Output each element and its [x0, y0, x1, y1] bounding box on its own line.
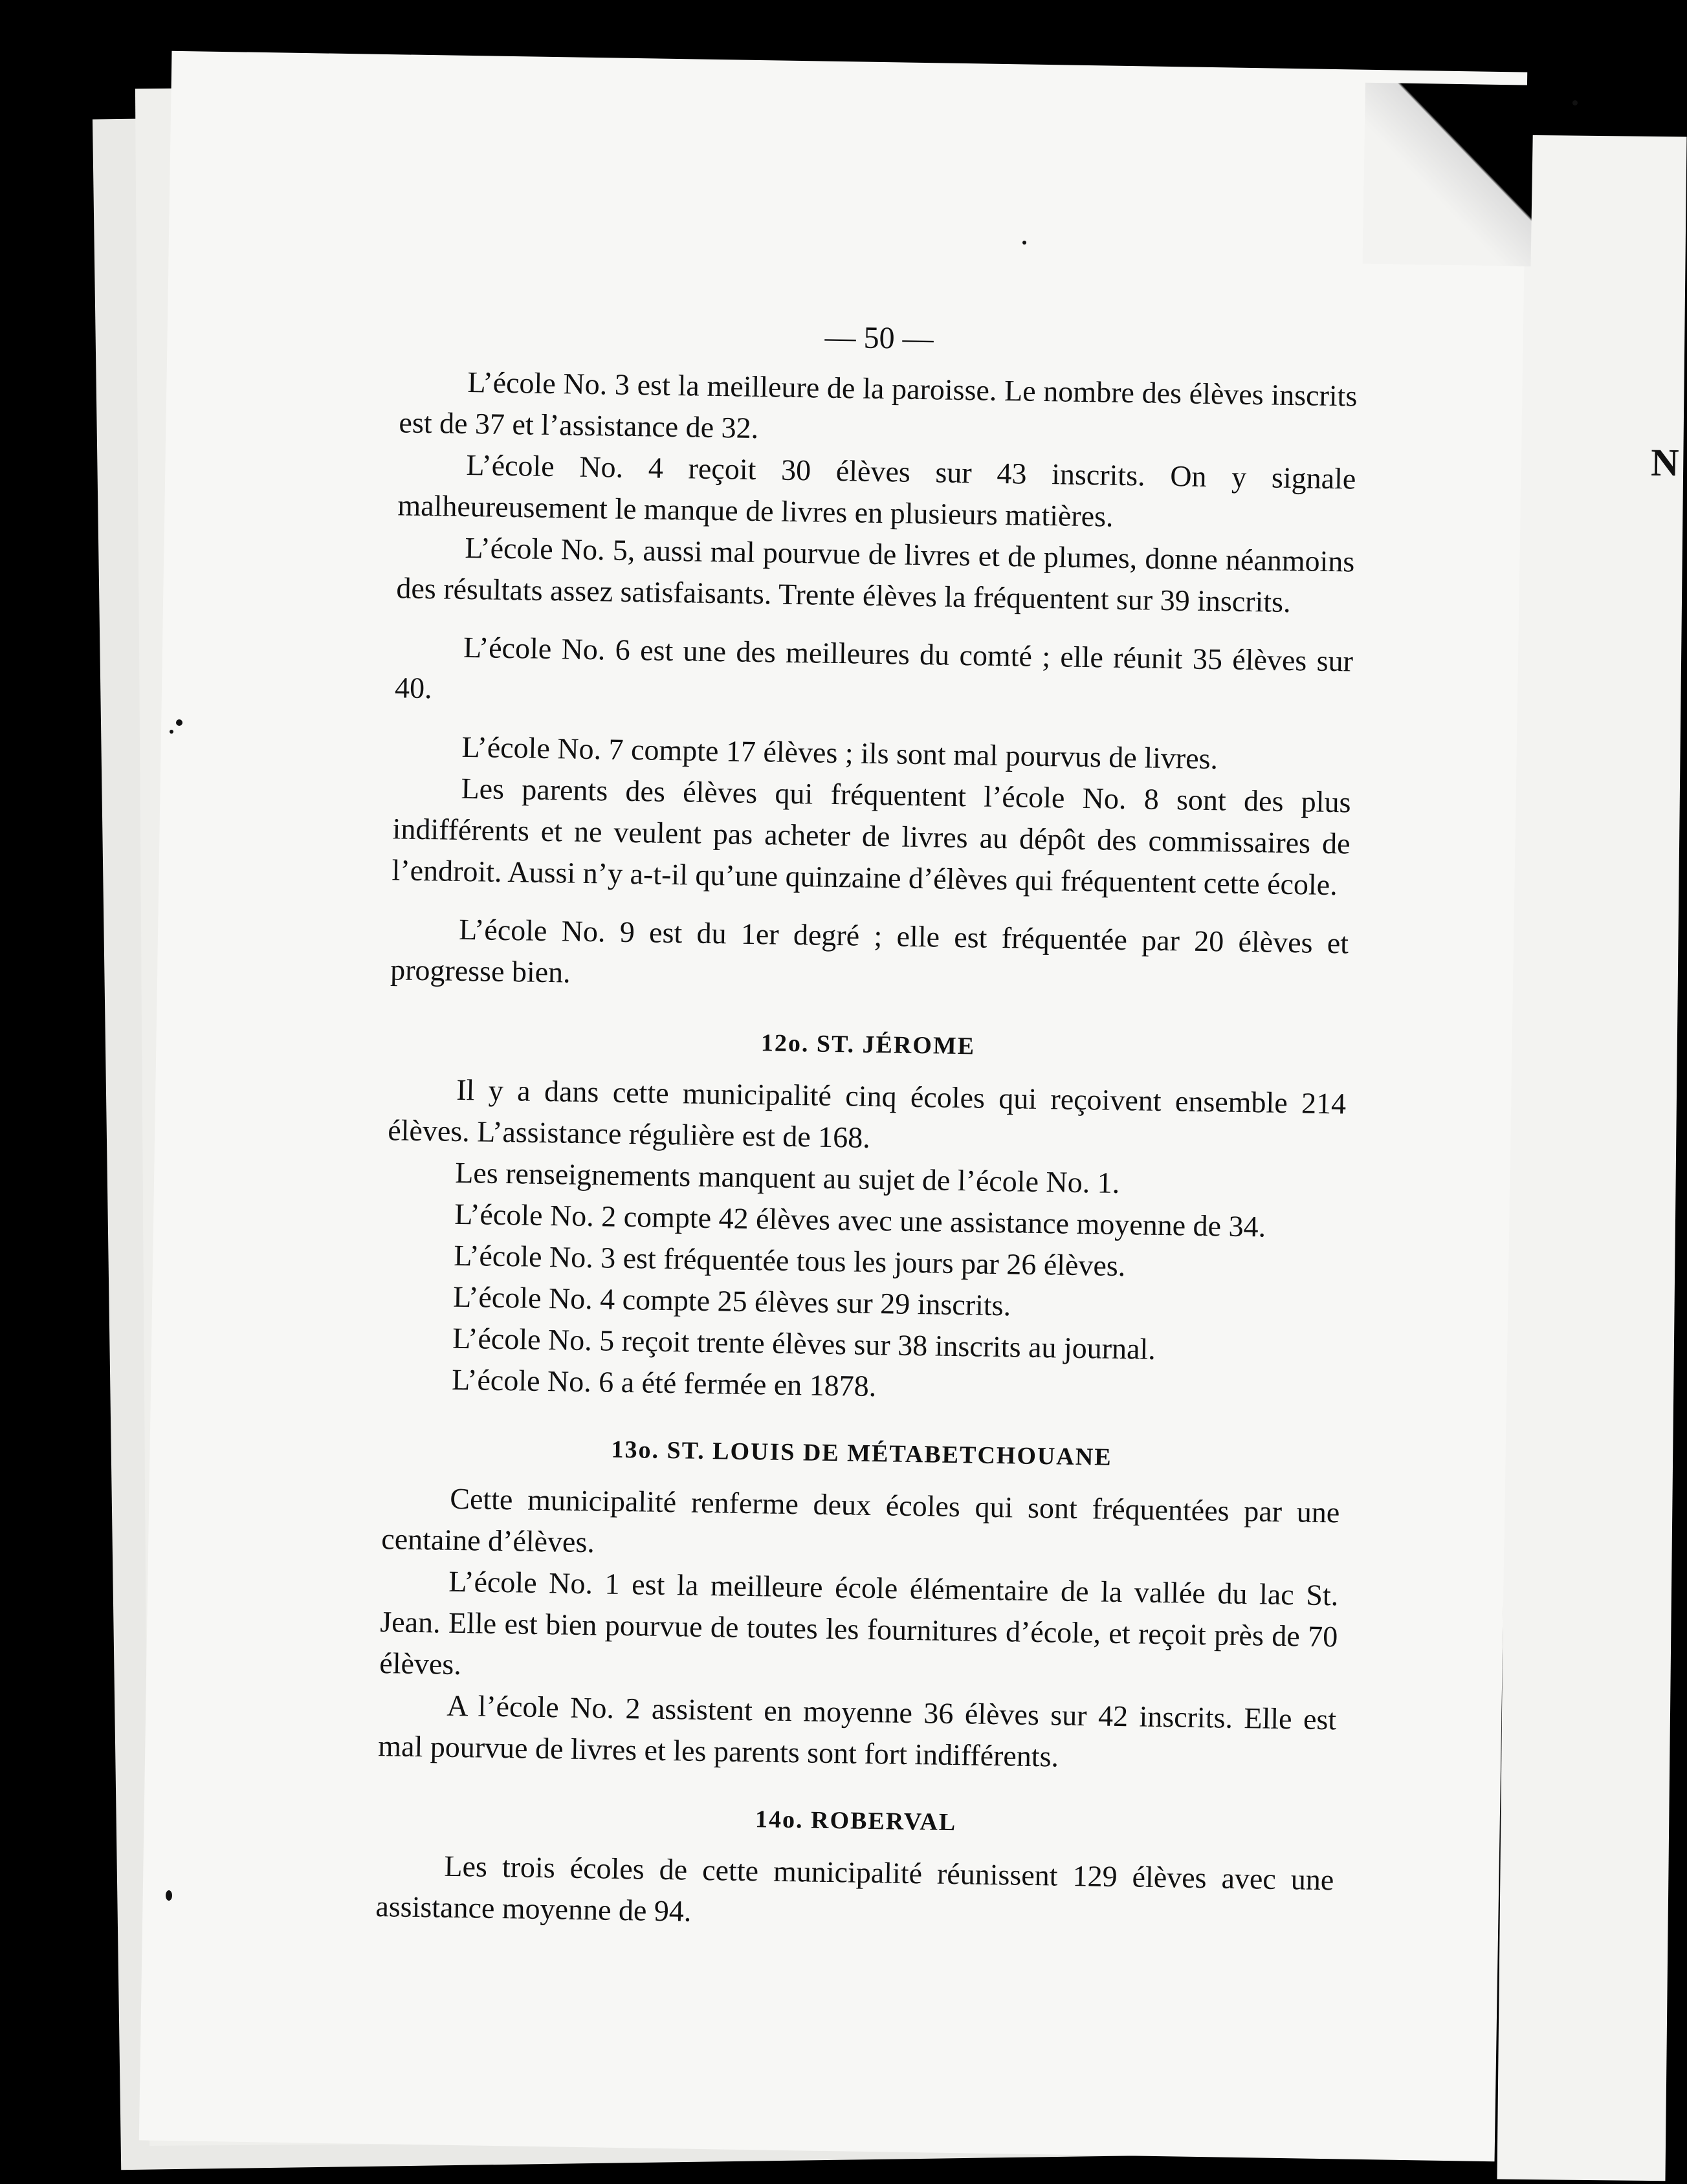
paragraph: Les trois écoles de cette municipalité réunissent 129 élèves avec une assistance moyenne de 94. — [375, 1849, 1334, 1928]
document-page — [139, 51, 1527, 2162]
paragraph: L’école No. 9 est du 1er degré ; elle est fréquentée par 20 élèves et progresse bien. — [390, 912, 1349, 989]
paragraph: Cette municipalité renferme deux écoles qui sont fréquentées par une centaine d’élèves. — [381, 1481, 1340, 1559]
page-content — [375, 310, 1358, 1942]
paragraph: A l’école No. 2 assistent en moyenne 36 élèves sur 42 inscrits. Elle est mal pourvue de livres et les parents sont fort indifférents. — [377, 1688, 1337, 1773]
paragraph: L’école No. 4 reçoit 30 élèves sur 43 inscrits. On y signale malheureusement le manque de livres en plusieurs matières. — [397, 448, 1356, 533]
page-number: — 50 — — [824, 320, 934, 356]
adjacent-page — [1497, 135, 1686, 2181]
adjacent-page-char: N — [1650, 441, 1679, 485]
paragraph: Il y a dans cette municipalité cinq écoles qui reçoivent ensemble 214 élèves. L’assistance régulière est de 168. — [387, 1073, 1347, 1154]
section-heading: 14o. ROBERVAL — [755, 1806, 957, 1837]
paragraph: L’école No. 1 est la meilleure école élémentaire de la vallée du lac St. Jean. Elle est bien pourvue de toutes les fournitures d’école, et reçoit près de 70 élèves. — [379, 1564, 1339, 1681]
page-fold — [1363, 83, 1534, 267]
paragraph: Les parents des élèves qui fréquentent l’école No. 8 sont des plus indifférents et ne veulent pas acheter de livres au dépôt des commissaires de l’endroit. Aussi n’y a-t-il qu’une quinzaine d’élèves qui fréquentent cette école. — [391, 771, 1351, 902]
paragraph: L’école No. 3 est fréquentée tous les jours par 26 élèves. — [453, 1238, 1126, 1283]
paragraph: L’école No. 5, aussi mal pourvue de livres et de plumes, donne néanmoins des résultats assez satisfaisants. Trente élèves la fréquentent sur 39 inscrits. — [396, 530, 1355, 619]
paragraph: L’école No. 6 est une des meilleures du comté ; elle réunit 35 élèves sur 40. — [394, 630, 1354, 705]
paragraph: L’école No. 2 compte 42 élèves avec une assistance moyenne de 34. — [454, 1197, 1266, 1243]
paragraph: L’école No. 7 compte 17 élèves ; ils sont mal pourvus de livres. — [461, 730, 1218, 776]
paragraph: L’école No. 5 reçoit trente élèves sur 38 inscrits au journal. — [452, 1321, 1156, 1366]
section-heading: 13o. ST. LOUIS DE MÉTABETCHOUANE — [611, 1436, 1112, 1471]
paragraph: L’école No. 6 a été fermée en 1878. — [451, 1362, 877, 1403]
paragraph: L’école No. 3 est la meilleure de la paroisse. Le nombre des élèves inscrits est de 37 et l’assistance de 32. — [399, 365, 1358, 445]
paragraph: L’école No. 4 compte 25 élèves sur 29 inscrits. — [452, 1280, 1011, 1322]
paragraph: Les renseignements manquent au sujet de l’école No. 1. — [454, 1155, 1120, 1199]
section-heading: 12o. ST. JÉROME — [760, 1029, 976, 1060]
